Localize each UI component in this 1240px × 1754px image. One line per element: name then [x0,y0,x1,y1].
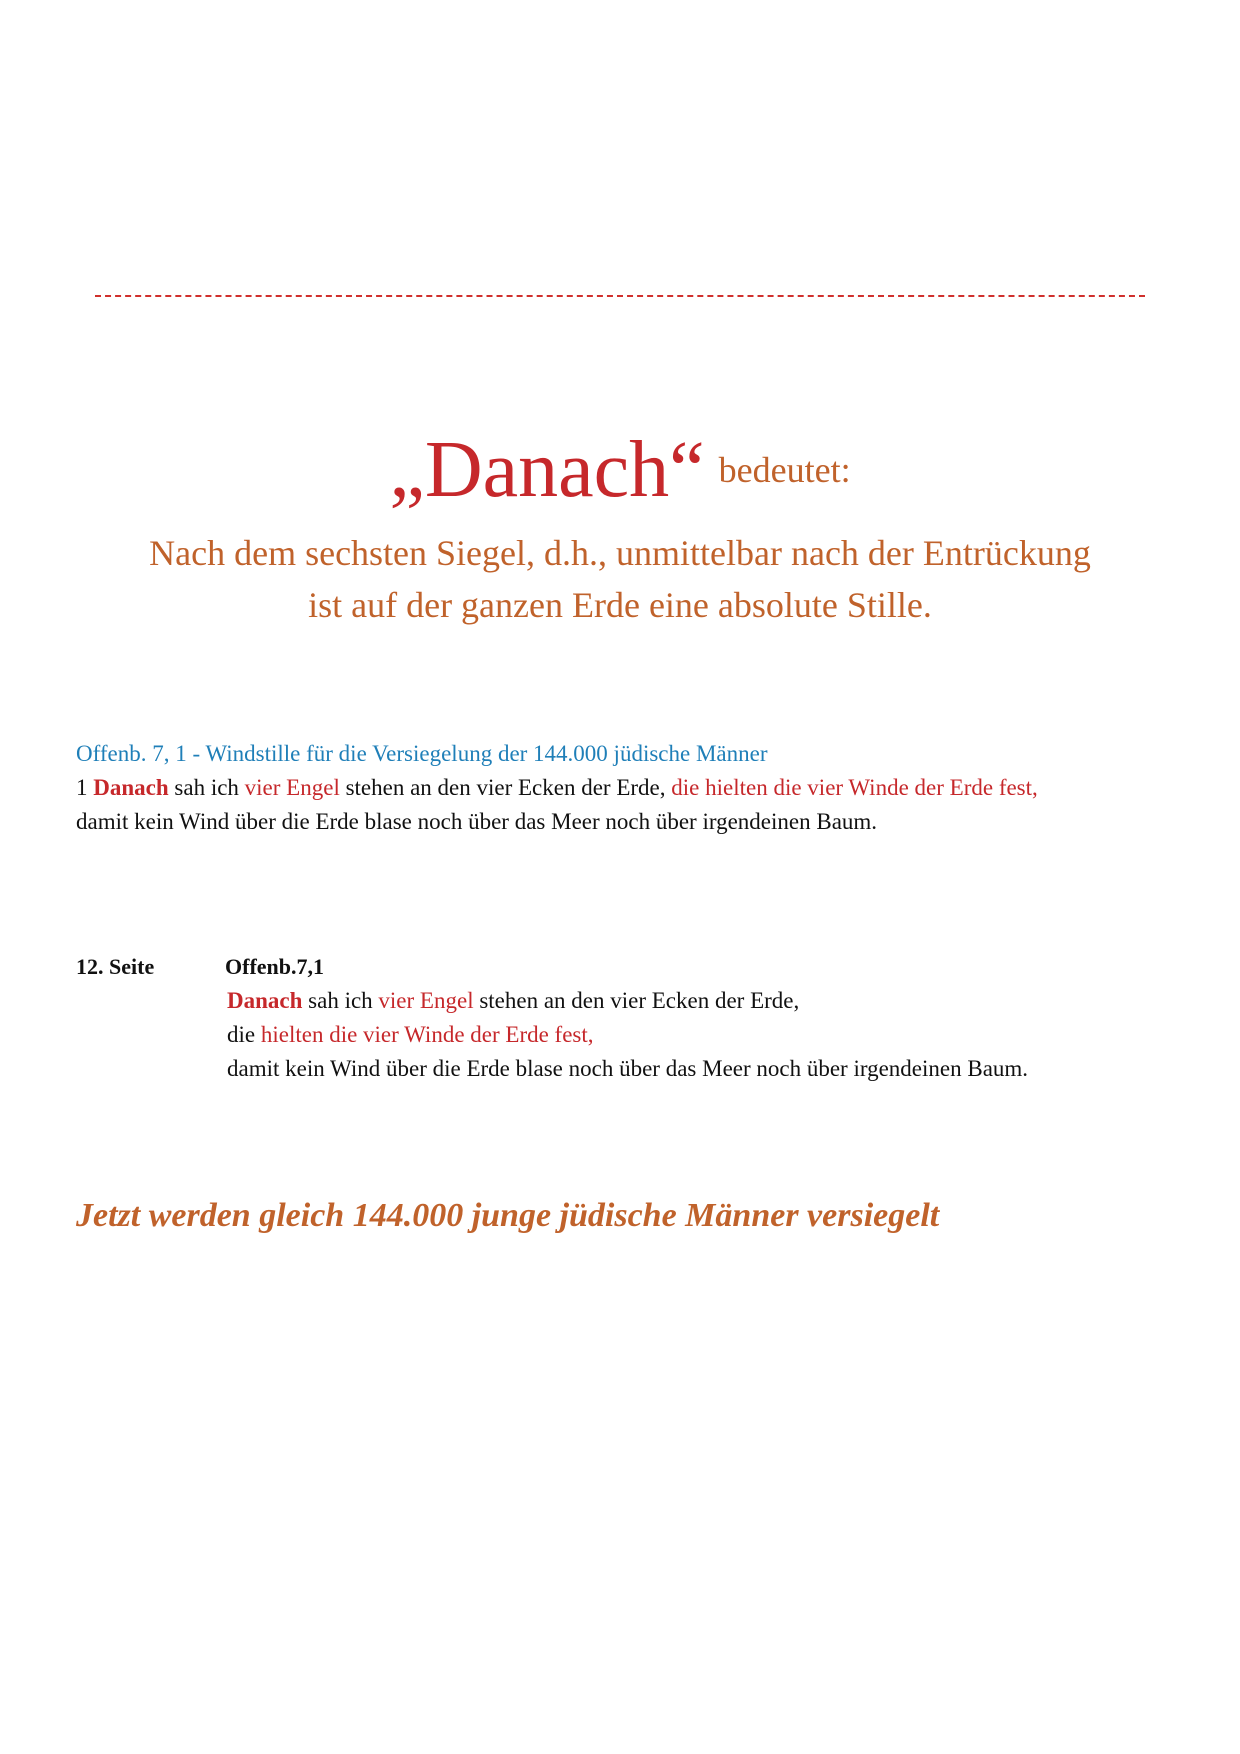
subtitle-line-2: ist auf der ganzen Erde eine absolute Stille. [308,585,932,625]
verse-vier-engel: vier Engel [244,775,340,800]
verse-line-2: damit kein Wind über die Erde blase noch über das Meer noch über irgendeinen Baum. [76,809,878,834]
indented-text-1: sah ich [308,988,373,1013]
indented-winde: hielten die vier Winde der Erde fest, [260,1022,594,1047]
conclusion-heading: Jetzt werden gleich 144.000 junge jüdische Männer versiegelt [76,1197,940,1234]
dashed-divider [95,295,1145,297]
page-title [0,425,1240,516]
verse-danach: Danach [93,775,169,800]
indented-die: die [227,1022,256,1047]
verse-winde: die hielten die vier Winde der Erde fest, [671,775,1038,800]
indented-danach: Danach [227,988,303,1013]
page-number-label: 12. Seite [76,954,155,979]
verse-heading: Offenb. 7, 1 - Windstille für die Versiegelung der 144.000 jüdische Männer [76,741,768,766]
verse-number: 1 [76,775,88,800]
indented-line-1 [227,988,799,1014]
title-suffix: bedeutet: [718,450,851,490]
verse-text-2: stehen an den vier Ecken der Erde, [345,775,666,800]
indented-vier-engel: vier Engel [378,988,474,1013]
indented-line-3: damit kein Wind über die Erde blase noch über das Meer noch über irgendeinen Baum. [227,1056,1029,1081]
indented-text-2: stehen an den vier Ecken der Erde, [479,988,800,1013]
verse-text-1: sah ich [174,775,239,800]
indented-line-2 [227,1022,594,1048]
scripture-reference: Offenb.7,1 [225,954,324,979]
verse-line-1 [76,775,1038,801]
subtitle-line-1: Nach dem sechsten Siegel, d.h., unmittelbar nach der Entrückung [149,533,1091,573]
title-word: „Danach“ [389,426,705,514]
